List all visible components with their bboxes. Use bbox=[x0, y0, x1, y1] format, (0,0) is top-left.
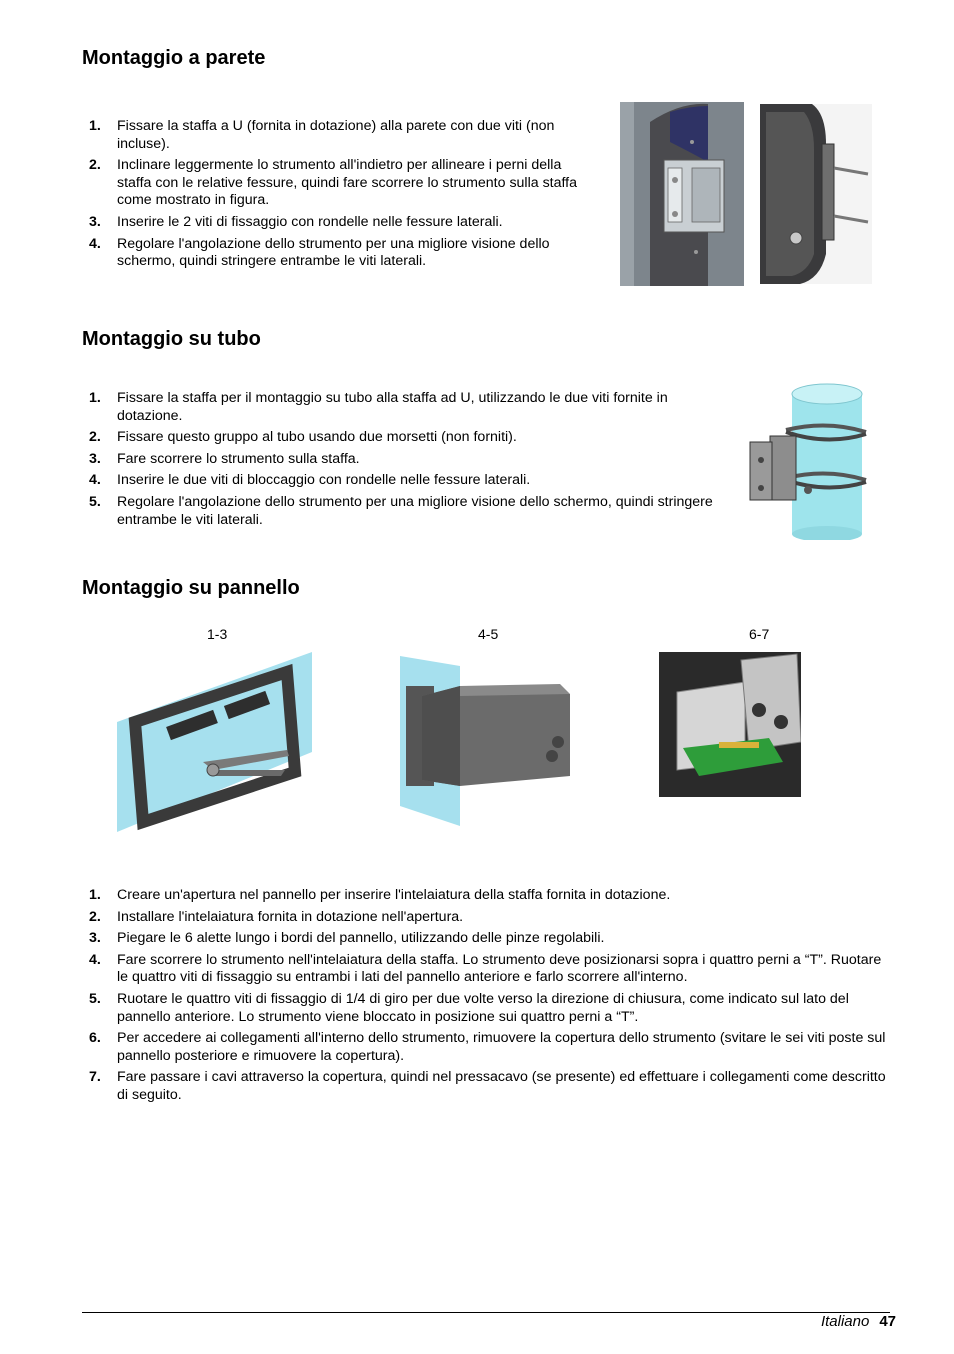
step-text: Regolare l'angolazione dello strumento per una migliore visione dello schermo, quindi stringere entrambe le viti laterali. bbox=[117, 235, 550, 270]
panel-mount-illustration-6-7 bbox=[659, 652, 801, 797]
list-item bbox=[82, 909, 892, 927]
list-item bbox=[82, 236, 597, 271]
step-number: 3. bbox=[89, 213, 101, 230]
step-number: 6. bbox=[89, 1030, 101, 1047]
step-number: 3. bbox=[89, 450, 101, 467]
list-item bbox=[82, 451, 727, 469]
step-number: 5. bbox=[89, 493, 101, 510]
figure-caption-1-3: 1-3 bbox=[207, 626, 228, 642]
step-number: 4. bbox=[89, 235, 101, 252]
list-item bbox=[82, 157, 597, 210]
heading-panel-mount: Montaggio su pannello bbox=[82, 577, 300, 599]
panel-mount-illustration-1-3 bbox=[117, 652, 312, 832]
step-text: Regolare l'angolazione dello strumento per una migliore visione dello schermo, quindi stringere entrambe le viti laterali. bbox=[117, 493, 713, 528]
step-number: 7. bbox=[89, 1069, 101, 1086]
step-text: Fissare la staffa a U (fornita in dotazione) alla parete con due viti (non incluse). bbox=[117, 118, 555, 152]
step-text: Fare scorrere lo strumento nell'intelaiatura della staffa. Lo strumento deve posizionarsi sopra i quattro perni a “T”. Ruotare le quattro viti di fissaggio su entrambi i lati del pannello anteriore e farlo scorrere all'interno. bbox=[117, 951, 882, 986]
list-item bbox=[82, 930, 892, 948]
step-text: Inserire le 2 viti di fissaggio con rondelle nelle fessure laterali. bbox=[117, 213, 503, 230]
step-text: Fissare questo gruppo al tubo usando due morsetti (non forniti). bbox=[117, 429, 517, 446]
step-number: 2. bbox=[89, 429, 101, 446]
panel-mount-illustration-4-5 bbox=[400, 656, 582, 826]
list-item bbox=[82, 429, 727, 447]
step-number: 1. bbox=[89, 118, 101, 134]
panel-mount-steps bbox=[82, 887, 892, 1109]
step-text: Ruotare le quattro viti di fissaggio di 1/4 di giro per due volte verso la direzione di chiusura, come indicato sul lato del pannello anteriore. Lo strumento viene bloccato in posizione sui quattro perni a “T”. bbox=[117, 990, 849, 1025]
step-number: 3. bbox=[89, 930, 101, 947]
step-text: Creare un'apertura nel pannello per inserire l'intelaiatura della staffa fornita in dotazione. bbox=[117, 887, 671, 903]
step-number: 2. bbox=[89, 908, 101, 925]
footer-language: Italiano bbox=[820, 1313, 870, 1330]
figure-caption-6-7: 6-7 bbox=[749, 626, 770, 642]
list-item bbox=[82, 472, 727, 490]
step-number: 5. bbox=[89, 990, 101, 1007]
step-text: Piegare le 6 alette lungo i bordi del pannello, utilizzando delle pinze regolabili. bbox=[117, 930, 605, 947]
list-item bbox=[82, 1030, 892, 1065]
list-item bbox=[82, 214, 597, 232]
step-number: 1. bbox=[89, 390, 101, 406]
step-number: 4. bbox=[89, 472, 101, 489]
step-number: 2. bbox=[89, 157, 101, 174]
list-item bbox=[82, 887, 892, 905]
step-text: Per accedere ai collegamenti all'interno dello strumento, rimuovere la copertura dello strumento (svitare le sei viti poste sul pannello posteriore e rimuovere la copertura). bbox=[117, 1030, 886, 1064]
list-item bbox=[82, 991, 892, 1026]
step-number: 4. bbox=[89, 951, 101, 968]
wall-mount-steps bbox=[82, 118, 597, 275]
figure-caption-4-5: 4-5 bbox=[478, 626, 499, 642]
list-item bbox=[82, 390, 727, 425]
wall-mount-illustration-side bbox=[760, 104, 872, 284]
list-item bbox=[82, 118, 597, 153]
step-text: Inclinare leggermente lo strumento all'indietro per allineare i perni della staffa con le relative fessure, quindi fare scorrere lo strumento sulla staffa come mostrato in figura. bbox=[117, 157, 578, 209]
page-footer bbox=[821, 1313, 896, 1330]
step-text: Fare scorrere lo strumento sulla staffa. bbox=[117, 450, 360, 467]
list-item bbox=[82, 1069, 892, 1104]
pipe-mount-illustration bbox=[746, 380, 876, 540]
list-item bbox=[82, 494, 727, 529]
page-number: 47 bbox=[879, 1313, 896, 1330]
pipe-mount-steps bbox=[82, 390, 727, 533]
step-text: Inserire le due viti di bloccaggio con rondelle nelle fessure laterali. bbox=[117, 472, 531, 489]
list-item bbox=[82, 952, 892, 987]
step-text: Fare passare i cavi attraverso la copertura, quindi nel pressacavo (se presente) ed effettuare i collegamenti come descritto di seguito. bbox=[117, 1069, 886, 1103]
heading-wall-mount: Montaggio a parete bbox=[82, 47, 266, 69]
footer-divider bbox=[82, 1312, 890, 1313]
wall-mount-illustration-front bbox=[620, 102, 744, 286]
heading-pipe-mount: Montaggio su tubo bbox=[82, 328, 261, 350]
step-number: 1. bbox=[89, 887, 101, 903]
step-text: Installare l'intelaiatura fornita in dotazione nell'apertura. bbox=[117, 908, 464, 925]
step-text: Fissare la staffa per il montaggio su tubo alla staffa ad U, utilizzando le due viti fornite in dotazione. bbox=[117, 390, 668, 424]
